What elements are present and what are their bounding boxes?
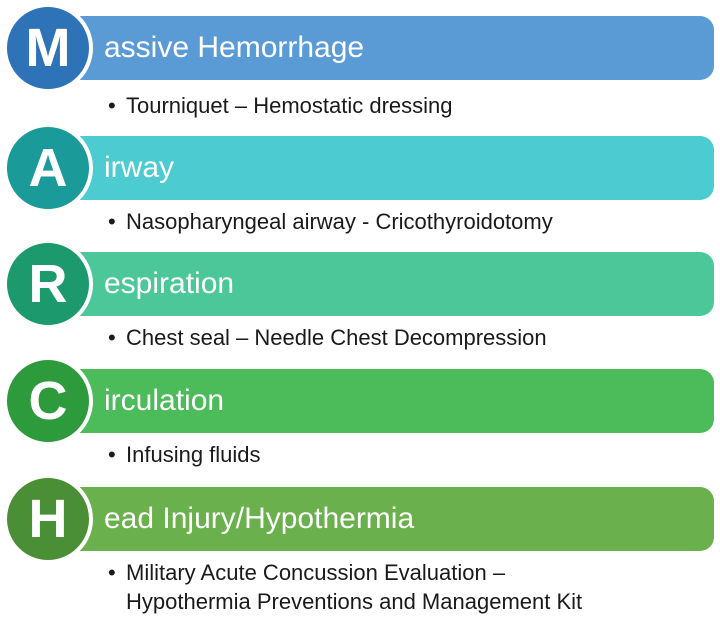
step-r-heading: espiration — [104, 267, 235, 300]
step-a-detail: • Nasopharyngeal airway - Cricothyroidotomy — [108, 207, 553, 236]
step-m-detail: • Tourniquet – Hemostatic dressing — [108, 91, 453, 120]
step-m-letter-circle: M — [3, 3, 93, 93]
step-c-details — [108, 440, 261, 469]
step-h-details — [108, 558, 582, 616]
step-r-letter-circle: R — [3, 239, 93, 329]
step-m-details — [108, 91, 453, 120]
step-h-detail-1: • Military Acute Concussion Evaluation – — [108, 558, 582, 587]
step-c-heading: irculation — [104, 384, 225, 417]
step-r-detail: • Chest seal – Needle Chest Decompression — [108, 323, 547, 352]
step-a-letter-circle: A — [3, 123, 93, 213]
step-c-letter-circle: C — [3, 356, 93, 446]
step-h-detail-2: Hypothermia Preventions and Management Kit — [126, 589, 583, 614]
step-h-letter-circle: H — [3, 474, 93, 564]
step-m-heading: assive Hemorrhage — [104, 31, 365, 64]
step-h-heading: ead Injury/Hypothermia — [104, 502, 415, 535]
step-c-detail: • Infusing fluids — [108, 440, 261, 469]
step-r-details — [108, 323, 547, 352]
step-a-details — [108, 207, 553, 236]
step-a-heading: irway — [104, 151, 175, 184]
